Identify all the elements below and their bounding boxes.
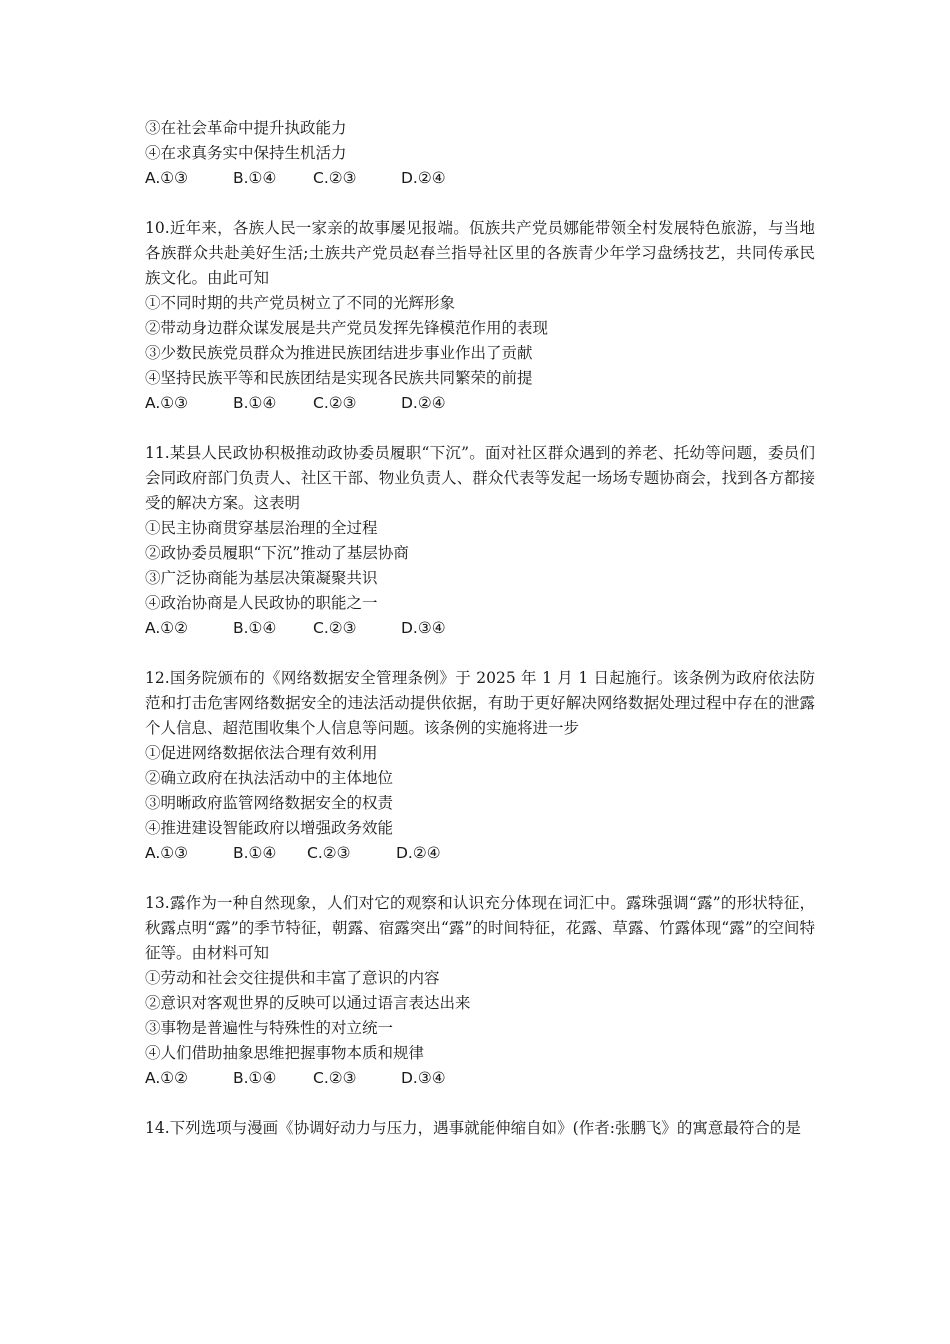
q11-answer-a: A.①② [145, 619, 189, 637]
q11-answer-choices [145, 616, 815, 641]
q13-answer-c: C.②③ [313, 1069, 357, 1087]
q9-answer-choices [145, 166, 815, 191]
q10-answer-b: B.①④ [233, 394, 277, 412]
q13-stem: 13.露作为一种自然现象，人们对它的观察和认识充分体现在词汇中。露珠强调“露”的形状特征，秋露点明“露”的季节特征，朝露、宿露突出“露”的时间特征，花露、草露、竹露体现“露”的空间特征等。由材料可知 [145, 894, 815, 962]
q12-answer-d: D.②④ [396, 844, 441, 862]
q12-option-3: ③明晰政府监管网络数据安全的权责 [145, 794, 394, 812]
q10-option-4: ④坚持民族平等和民族团结是实现各民族共同繁荣的前提 [145, 369, 533, 387]
q13-answer-d: D.③④ [401, 1069, 446, 1087]
q11-option-2: ②政协委员履职“下沉”推动了基层协商 [145, 544, 409, 562]
q11-answer-c: C.②③ [313, 619, 357, 637]
q11-answer-b: B.①④ [233, 619, 277, 637]
q12-option-4: ④推进建设智能政府以增强政务效能 [145, 819, 394, 837]
q10-stem: 10.近年来，各族人民一家亲的故事屡见报端。佤族共产党员娜能带领全村发展特色旅游，与当地各族群众共赴美好生活;土族共产党员赵春兰指导社区里的各族青少年学习盘绣技艺，共同传承民族文化。由此可知 [145, 219, 815, 287]
q10-answer-c: C.②③ [313, 394, 357, 412]
q10-option-2: ②带动身边群众谋发展是共产党员发挥先锋模范作用的表现 [145, 319, 549, 337]
q10-answer-choices [145, 391, 815, 416]
q13-option-4: ④人们借助抽象思维把握事物本质和规律 [145, 1044, 425, 1062]
q11-option-1: ①民主协商贯穿基层治理的全过程 [145, 519, 378, 537]
q9-answer-c: C.②③ [313, 169, 357, 187]
q12-answer-c: C.②③ [307, 844, 351, 862]
q12-option-2: ②确立政府在执法活动中的主体地位 [145, 769, 394, 787]
q9-option-3: ③在社会革命中提升执政能力 [145, 119, 347, 137]
document-page [145, 116, 815, 1141]
q10-option-1: ①不同时期的共产党员树立了不同的光辉形象 [145, 294, 456, 312]
q11-option-3: ③广泛协商能为基层决策凝聚共识 [145, 569, 378, 587]
q12-option-1: ①促进网络数据依法合理有效利用 [145, 744, 378, 762]
q10-option-3: ③少数民族党员群众为推进民族团结进步事业作出了贡献 [145, 344, 533, 362]
q9-answer-d: D.②④ [401, 169, 446, 187]
q11-stem: 11.某县人民政协积极推动政协委员履职“下沉”。面对社区群众遇到的养老、托幼等问题，委员们会同政府部门负责人、社区干部、物业负责人、群众代表等发起一场场专题协商会，找到各方都接受的解决方案。这表明 [145, 444, 815, 512]
q13-answer-a: A.①② [145, 1069, 189, 1087]
q12-answer-b: B.①④ [233, 844, 277, 862]
q13-option-3: ③事物是普遍性与特殊性的对立统一 [145, 1019, 394, 1037]
q12-answer-choices [145, 841, 815, 866]
q12-answer-a: A.①③ [145, 844, 189, 862]
q10-answer-d: D.②④ [401, 394, 446, 412]
q9-answer-a: A.①③ [145, 169, 189, 187]
q11-option-4: ④政治协商是人民政协的职能之一 [145, 594, 378, 612]
q13-answer-choices [145, 1066, 815, 1091]
q11-answer-d: D.③④ [401, 619, 446, 637]
q13-answer-b: B.①④ [233, 1069, 277, 1087]
q10-answer-a: A.①③ [145, 394, 189, 412]
q14-stem: 14.下列选项与漫画《协调好动力与压力，遇事就能伸缩自如》(作者:张鹏飞》的寓意最符合的是 [145, 1119, 801, 1137]
q9-answer-b: B.①④ [233, 169, 277, 187]
q12-stem: 12.国务院颁布的《网络数据安全管理条例》于 2025 年 1 月 1 日起施行。该条例为政府依法防范和打击危害网络数据安全的违法活动提供依据，有助于更好解决网络数据处理过程中存在的泄露个人信息、超范围收集个人信息等问题。该条例的实施将进一步 [145, 669, 815, 737]
q9-option-4: ④在求真务实中保持生机活力 [145, 144, 347, 162]
q13-option-2: ②意识对客观世界的反映可以通过语言表达出来 [145, 994, 471, 1012]
q13-option-1: ①劳动和社会交往提供和丰富了意识的内容 [145, 969, 440, 987]
